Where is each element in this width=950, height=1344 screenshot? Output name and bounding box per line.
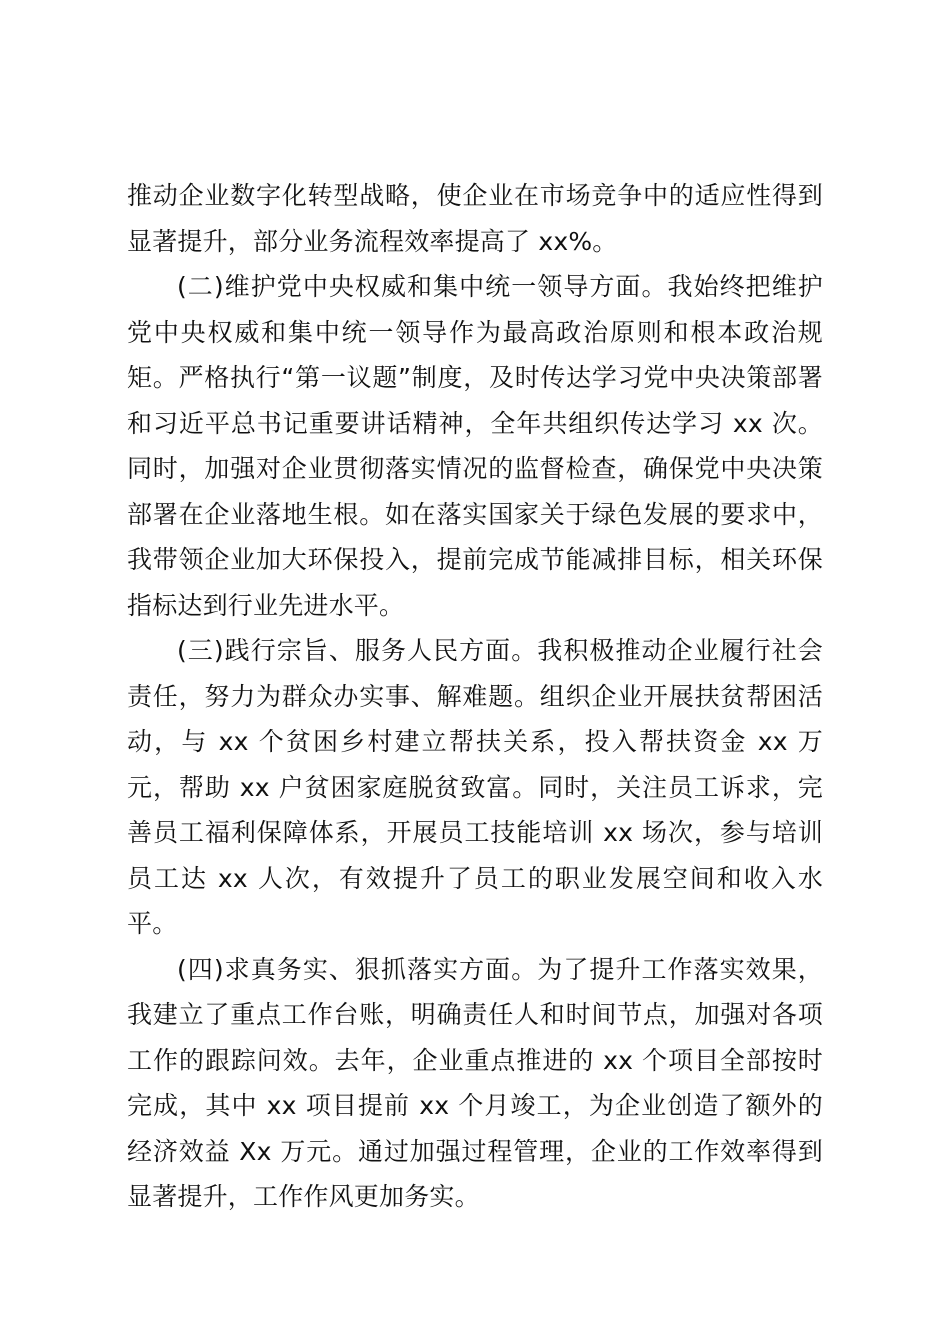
- paragraph-section-4: (四)求真务实、狠抓落实方面。为了提升工作落实效果，我建立了重点工作台账，明确责任人和时间节点，加强对各项工作的跟踪问效。去年，企业重点推进的 xx 个项目全部按时完成，其中 xx 项目提前 xx 个月竣工，为企业创造了额外的经济效益 Xx 万元。通过加强过程管理，企业的工作效率得到显著提升，工作作风更加务实。: [127, 954, 823, 1211]
- paragraph-continuation: 推动企业数字化转型战略，使企业在市场竞争中的适应性得到显著提升，部分业务流程效率提高了 xx%。: [127, 181, 823, 256]
- paragraph-section-2: (二)维护党中央权威和集中统一领导方面。我始终把维护党中央权威和集中统一领导作为最高政治原则和根本政治规矩。严格执行“第一议题”制度，及时传达学习党中央决策部署和习近平总书记重要讲话精神，全年共组织传达学习 xx 次。同时，加强对企业贯彻落实情况的监督检查，确保党中央决策部署在企业落地生根。如在落实国家关于绿色发展的要求中，我带领企业加大环保投入，提前完成节能减排目标，相关环保指标达到行业先进水平。: [127, 272, 823, 620]
- paragraph-section-3: (三)践行宗旨、服务人民方面。我积极推动企业履行社会责任，努力为群众办实事、解难题。组织企业开展扶贫帮困活动，与 xx 个贫困乡村建立帮扶关系，投入帮扶资金 xx 万元，帮助 xx 户贫困家庭脱贫致富。同时，关注员工诉求，完善员工福利保障体系，开展员工技能培训 xx 场次，参与培训员工达 xx 人次，有效提升了员工的职业发展空间和收入水平。: [127, 636, 823, 938]
- document-body: [127, 173, 823, 1220]
